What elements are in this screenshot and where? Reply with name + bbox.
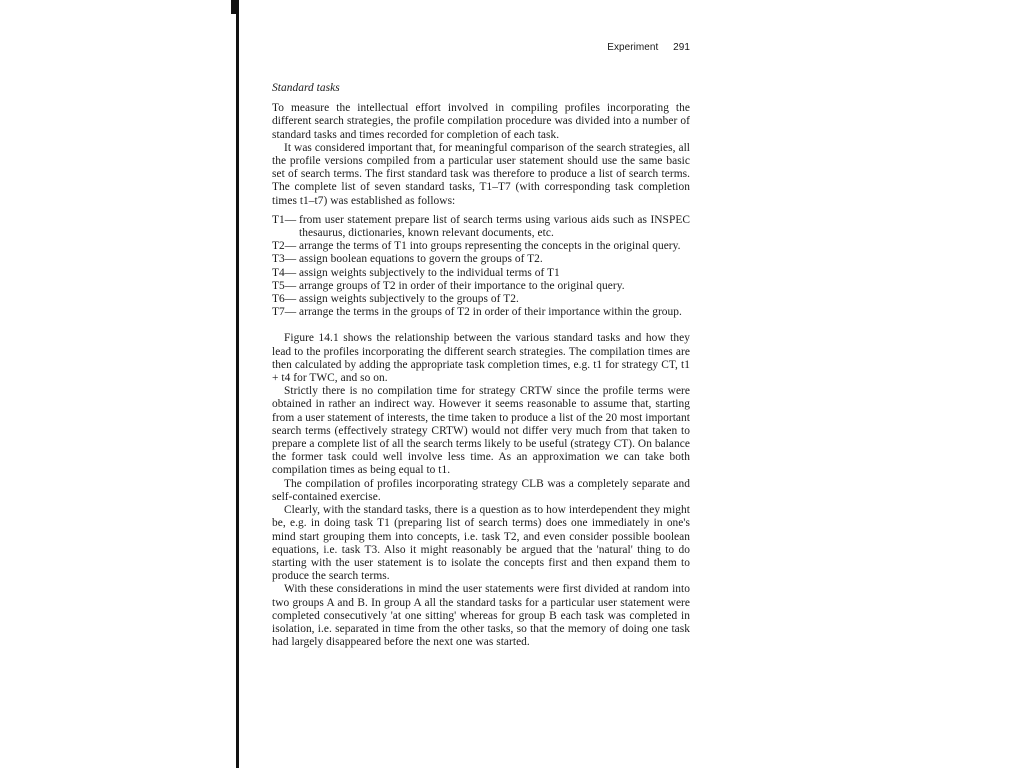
task-item (272, 214, 690, 240)
task-text: assign weights subjectively to the individual terms of T1 (299, 266, 560, 279)
task-text: arrange the terms in the groups of T2 in order of their importance within the group. (299, 306, 682, 319)
task-text: assign weights subjectively to the groups of T2. (299, 293, 519, 306)
task-item (272, 293, 690, 306)
task-item (272, 306, 690, 319)
paragraph-1: To measure the intellectual effort involved in compiling profiles incorporating the different search strategies, the profile compilation procedure was divided into a number of standard tasks and times recorded for completion of each task. (272, 102, 690, 141)
task-label: T3— (272, 253, 297, 266)
task-label: T5— (272, 279, 297, 292)
task-item (272, 240, 690, 253)
paragraph-7: With these considerations in mind the user statements were first divided at random into two groups A and B. In group A all the standard tasks for a particular user statement were completed consecutively 'at one sitting' whereas for group B each task was completed in isolation, i.e. separated in time from the other tasks, so that the memory of doing one task had largely disappeared before the next one was started. (272, 583, 690, 649)
task-item (272, 267, 690, 280)
task-list (272, 214, 690, 320)
task-text: assign boolean equations to govern the groups of T2. (299, 253, 543, 266)
paragraph-2: It was considered important that, for meaningful comparison of the search strategies, all the profile versions compiled from a particular user statement should use the same basic set of search terms. The first standard task was therefore to produce a list of search terms. The complete list of seven standard tasks, T1–T7 (with corresponding task completion times t1–t7) was established as follows: (272, 141, 690, 207)
scan-binding-edge (236, 0, 239, 768)
paragraph-4: Strictly there is no compilation time for strategy CRTW since the profile terms were obtained in rather an indirect way. However it seems reasonable to assume that, starting from a user statement of interests, the time taken to produce a list of the 20 most important search terms (effectively strategy CRTW) would not differ very much from that taken to prepare a complete list of all the search terms likely to be useful (strategy CT). On balance the former task could well involve less time. As an approximation we can take both compilation times as being equal to t1. (272, 385, 690, 477)
task-label: T6— (272, 293, 297, 306)
task-label: T1— (272, 213, 297, 226)
task-label: T7— (272, 306, 297, 319)
running-head-title: Experiment (607, 42, 659, 53)
task-text: from user statement prepare list of search terms using various aids such as INSPEC thesaurus, dictionaries, known relevant documents, etc. (299, 213, 690, 240)
task-text: arrange the terms of T1 into groups representing the concepts in the original query. (299, 240, 681, 253)
running-head (272, 42, 690, 54)
task-label: T2— (272, 240, 297, 253)
page-number: 291 (673, 42, 690, 53)
task-item (272, 253, 690, 266)
task-item (272, 280, 690, 293)
paragraph-3: Figure 14.1 shows the relationship between the various standard tasks and how they lead to the profiles incorporating the different search strategies. The compilation times are then calculated by adding the appropriate task completion times, e.g. t1 for strategy CT, t1 + t4 for TWC, and so on. (272, 332, 690, 385)
book-page (272, 42, 690, 649)
paragraph-6: Clearly, with the standard tasks, there is a question as to how interdependent they might be, e.g. in doing task T1 (preparing list of search terms) does one immediately in one's mind start grouping them into concepts, i.e. task T2, and even consider possible boolean equations, i.e. task T3. Also it might reasonably be argued that the 'natural' thing to do starting with the user statement is to isolate the concepts first and then expand them to produce the search terms. (272, 504, 690, 583)
section-title: Standard tasks (272, 82, 340, 94)
paragraph-5: The compilation of profiles incorporating strategy CLB was a completely separate and self-contained exercise. (272, 477, 690, 503)
task-label: T4— (272, 266, 297, 279)
task-text: arrange groups of T2 in order of their importance to the original query. (299, 279, 625, 292)
